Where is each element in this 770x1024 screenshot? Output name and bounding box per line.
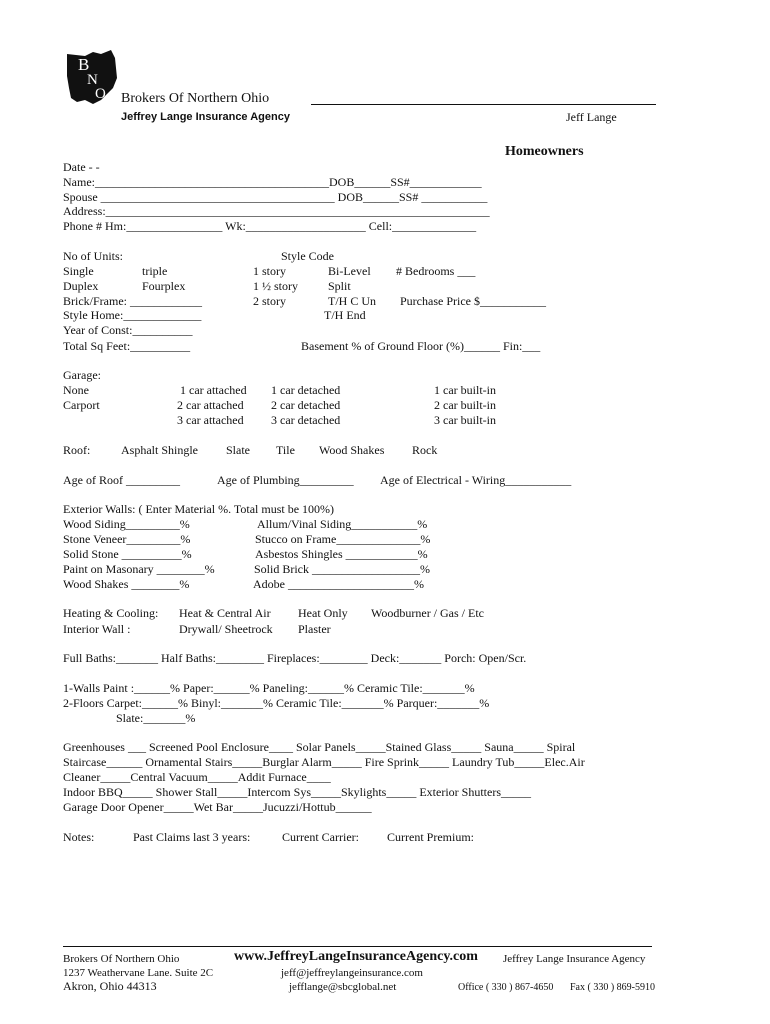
phone-field[interactable]: Phone # Hm:________________ Wk:____________________ Cell:______________: [63, 219, 477, 233]
roof-slate[interactable]: Slate: [226, 443, 250, 457]
garage-detached-2[interactable]: 2 car detached: [271, 398, 341, 412]
address-field[interactable]: Address:________________________________________________________________: [63, 204, 490, 218]
style-home-field[interactable]: Style Home:_____________: [63, 308, 202, 322]
roof-wood-shakes[interactable]: Wood Shakes: [319, 443, 385, 457]
amenities-line-1[interactable]: Greenhouses ___ Screened Pool Enclosure____ Solar Panels_____Stained Glass_____ Sauna_____ Spiral: [63, 740, 576, 754]
age-electrical-field[interactable]: Age of Electrical - Wiring___________: [380, 473, 572, 487]
amenities-line-3[interactable]: Cleaner_____Central Vacuum_____Addit Furnace____: [63, 770, 331, 784]
footer-agency: Jeffrey Lange Insurance Agency: [503, 953, 646, 965]
stucco-frame-field[interactable]: Stucco on Frame______________%: [255, 532, 431, 546]
floors-line[interactable]: 2-Floors Carpet:______% Binyl:_______% Ceramic Tile:_______% Parquer:_______%: [63, 696, 490, 710]
agency-name: Jeffrey Lange Insurance Agency: [121, 111, 290, 123]
style-code-label: Style Code: [281, 249, 334, 263]
garage-builtin-1[interactable]: 1 car built-in: [434, 383, 496, 397]
svg-text:N: N: [87, 72, 98, 88]
svg-text:O: O: [95, 86, 106, 102]
garage-carport[interactable]: Carport: [63, 398, 100, 412]
asbestos-shingles-field[interactable]: Asbestos Shingles ____________%: [255, 547, 428, 561]
solid-stone-field[interactable]: Solid Stone __________%: [63, 547, 192, 561]
footer-city: Akron, Ohio 44313: [63, 979, 157, 993]
past-claims-label: Past Claims last 3 years:: [133, 830, 251, 844]
allum-vinal-siding-field[interactable]: Allum/Vinal Siding___________%: [257, 517, 428, 531]
notes-label: Notes:: [63, 830, 95, 844]
interior-wall-label: Interior Wall :: [63, 622, 131, 636]
option-1-story[interactable]: 1 story: [253, 264, 286, 278]
bedrooms-field[interactable]: # Bedrooms ___: [396, 264, 476, 278]
garage-builtin-3[interactable]: 3 car built-in: [434, 413, 496, 427]
wood-shakes-field[interactable]: Wood Shakes ________%: [63, 577, 190, 591]
footer-fax: Fax ( 330 ) 869-5910: [570, 982, 655, 993]
purchase-price-field[interactable]: Purchase Price $___________: [400, 294, 546, 308]
footer-divider: [63, 946, 652, 947]
ohio-logo: [67, 48, 119, 106]
roof-rock[interactable]: Rock: [412, 443, 438, 457]
option-2-story[interactable]: 2 story: [253, 294, 286, 308]
signature-line: [311, 104, 656, 105]
paint-masonary-field[interactable]: Paint on Masonary ________%: [63, 562, 215, 576]
age-plumbing-field[interactable]: Age of Plumbing_________: [217, 473, 354, 487]
garage-detached-3[interactable]: 3 car detached: [271, 413, 341, 427]
woodburner-option[interactable]: Woodburner / Gas / Etc: [371, 606, 485, 620]
option-th-end[interactable]: T/H End: [324, 308, 366, 322]
agent-name: Jeff Lange: [566, 110, 617, 124]
garage-builtin-2[interactable]: 2 car built-in: [434, 398, 496, 412]
basement-field[interactable]: Basement % of Ground Floor (%)______ Fin:___: [301, 339, 541, 353]
option-1-half-story[interactable]: 1 ½ story: [253, 279, 298, 293]
amenities-line-2[interactable]: Staircase______ Ornamental Stairs_____Burglar Alarm_____ Fire Sprink_____ Laundry Tub_____Elec.Air: [63, 755, 585, 769]
footer-office-phone: Office ( 330 ) 867-4650: [458, 982, 554, 993]
form-title: Homeowners: [505, 144, 584, 159]
garage-label: Garage:: [63, 368, 101, 382]
option-single[interactable]: Single: [63, 264, 94, 278]
garage-attached-1[interactable]: 1 car attached: [180, 383, 247, 397]
spouse-field[interactable]: Spouse _______________________________________ DOB______SS# ___________: [63, 190, 488, 204]
amenities-line-5[interactable]: Garage Door Opener_____Wet Bar_____Jucuzzi/Hottub______: [63, 800, 372, 814]
drywall-option[interactable]: Drywall/ Sheetrock: [179, 622, 273, 636]
option-fourplex[interactable]: Fourplex: [142, 279, 186, 293]
heat-only-option[interactable]: Heat Only: [298, 606, 348, 620]
adobe-field[interactable]: Adobe _____________________%: [253, 577, 424, 591]
year-const-field[interactable]: Year of Const:__________: [63, 323, 193, 337]
current-premium-label: Current Premium:: [387, 830, 474, 844]
garage-attached-2[interactable]: 2 car attached: [177, 398, 244, 412]
option-duplex[interactable]: Duplex: [63, 279, 99, 293]
option-split[interactable]: Split: [328, 279, 351, 293]
current-carrier-label: Current Carrier:: [282, 830, 359, 844]
footer-email-2[interactable]: jefflange@sbcglobal.net: [289, 981, 397, 993]
age-roof-field[interactable]: Age of Roof _________: [63, 473, 180, 487]
name-field[interactable]: Name:_______________________________________DOB______SS#____________: [63, 175, 482, 189]
exterior-walls-heading: Exterior Walls: ( Enter Material %. Total must be 100%): [63, 502, 335, 516]
slate-field[interactable]: Slate:_______%: [116, 711, 196, 725]
footer-email-1[interactable]: jeff@jeffreylangeinsurance.com: [281, 967, 423, 979]
units-label: No of Units:: [63, 249, 123, 263]
footer-website-link[interactable]: www.JeffreyLangeInsuranceAgency.com: [234, 949, 478, 964]
option-bi-level[interactable]: Bi-Level: [328, 264, 371, 278]
roof-label: Roof:: [63, 443, 91, 457]
total-sq-feet-field[interactable]: Total Sq Feet:__________: [63, 339, 191, 353]
plaster-option[interactable]: Plaster: [298, 622, 331, 636]
roof-asphalt-shingle[interactable]: Asphalt Shingle: [121, 443, 198, 457]
date-field[interactable]: Date - -: [63, 160, 100, 174]
footer-street: 1237 Weathervane Lane. Suite 2C: [63, 967, 214, 979]
heating-label: Heating & Cooling:: [63, 606, 159, 620]
option-th-c-un[interactable]: T/H C Un: [328, 294, 376, 308]
brick-frame-field[interactable]: Brick/Frame: ____________: [63, 294, 202, 308]
baths-line[interactable]: Full Baths:_______ Half Baths:________ Fireplaces:________ Deck:_______ Porch: Open/Scr.: [63, 651, 527, 665]
garage-detached-1[interactable]: 1 car detached: [271, 383, 341, 397]
wood-siding-field[interactable]: Wood Siding_________%: [63, 517, 190, 531]
company-name: Brokers Of Northern Ohio: [121, 91, 270, 106]
footer-company: Brokers Of Northern Ohio: [63, 953, 180, 965]
svg-text:B: B: [78, 55, 90, 74]
amenities-line-4[interactable]: Indoor BBQ_____ Shower Stall_____Intercom Sys_____Skylights_____ Exterior Shutters_____: [63, 785, 531, 799]
option-triple[interactable]: triple: [142, 264, 168, 278]
heat-central-air-option[interactable]: Heat & Central Air: [179, 606, 271, 620]
garage-none[interactable]: None: [63, 383, 89, 397]
walls-line[interactable]: 1-Walls Paint :______% Paper:______% Paneling:______% Ceramic Tile:_______%: [63, 681, 475, 695]
garage-attached-3[interactable]: 3 car attached: [177, 413, 244, 427]
roof-tile[interactable]: Tile: [276, 443, 295, 457]
solid-brick-field[interactable]: Solid Brick __________________%: [254, 562, 430, 576]
stone-veneer-field[interactable]: Stone Veneer_________%: [63, 532, 191, 546]
